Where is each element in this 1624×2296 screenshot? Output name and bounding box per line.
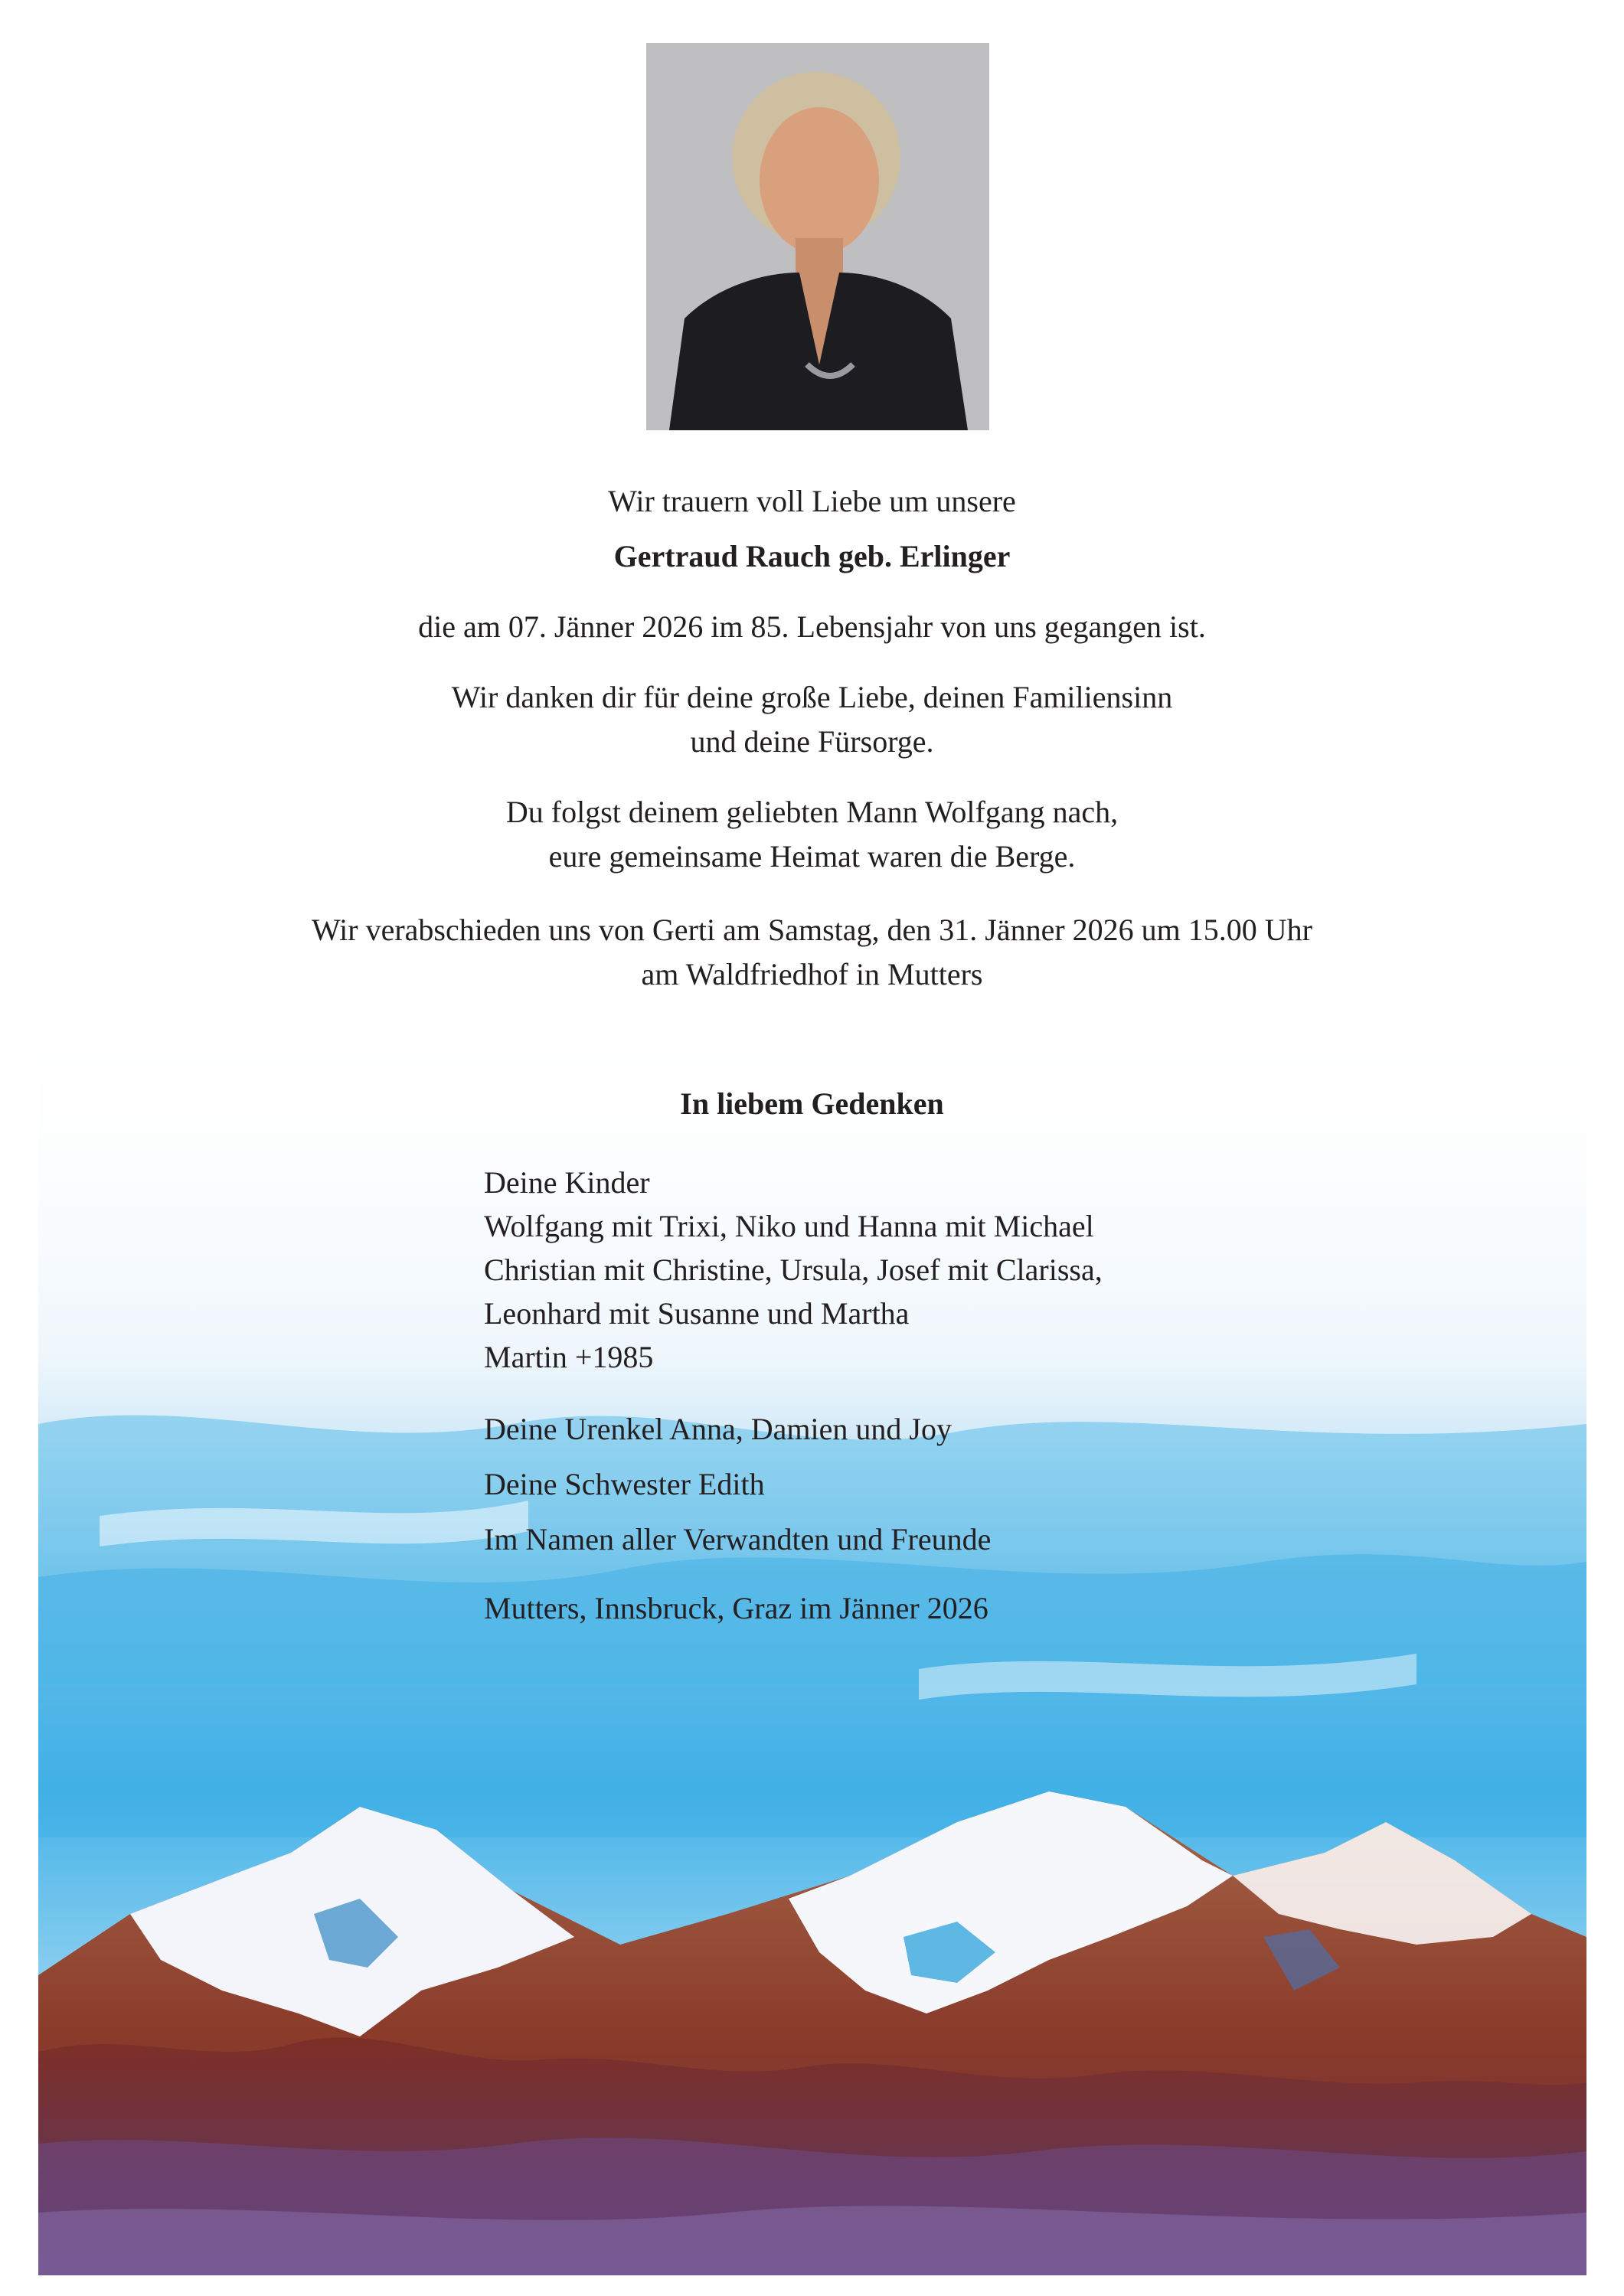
farewell-block — [0, 908, 1624, 997]
list-item: Leonhard mit Susanne und Martha — [484, 1296, 910, 1331]
follows-block — [0, 790, 1624, 879]
list-item: Deine Kinder — [484, 1165, 650, 1200]
deceased-name — [0, 534, 1624, 579]
farewell-line-2: am Waldfriedhof in Mutters — [641, 957, 983, 991]
intro-line: Wir trauern voll Liebe um unsere — [608, 484, 1016, 518]
memorial-heading: In liebem Gedenken — [680, 1086, 944, 1121]
deceased-name-text: Gertraud Rauch geb. Erlinger — [613, 539, 1011, 573]
thanks-line-2: und deine Fürsorge. — [690, 724, 934, 759]
follows-line-1: Du folgst deinem geliebten Mann Wolfgang nach, — [505, 795, 1119, 829]
list-item: Martin +1985 — [484, 1340, 654, 1374]
great-grandchildren: Deine Urenkel Anna, Damien und Joy — [484, 1412, 952, 1446]
thanks-block — [0, 675, 1624, 764]
thanks-line-1: Wir danken dir für deine große Liebe, deinen Familiensinn — [451, 680, 1173, 714]
children-list — [484, 1161, 1326, 1379]
list-item: Wolfgang mit Trixi, Niko und Hanna mit Michael — [484, 1209, 1094, 1243]
place-date: Mutters, Innsbruck, Graz im Jänner 2026 — [484, 1591, 988, 1625]
death-line: die am 07. Jänner 2026 im 85. Lebensjahr von uns gegangen ist. — [418, 609, 1206, 644]
list-item: Christian mit Christine, Ursula, Josef mit Clarissa, — [484, 1253, 1103, 1287]
follows-line-2: eure gemeinsame Heimat waren die Berge. — [548, 839, 1076, 874]
relatives: Im Namen aller Verwandten und Freunde — [484, 1522, 992, 1556]
death-line-block — [0, 605, 1624, 649]
intro-block — [0, 479, 1624, 524]
sister: Deine Schwester Edith — [484, 1467, 765, 1501]
farewell-line-1: Wir verabschieden uns von Gerti am Samstag, den 31. Jänner 2026 um 15.00 Uhr — [312, 913, 1312, 947]
